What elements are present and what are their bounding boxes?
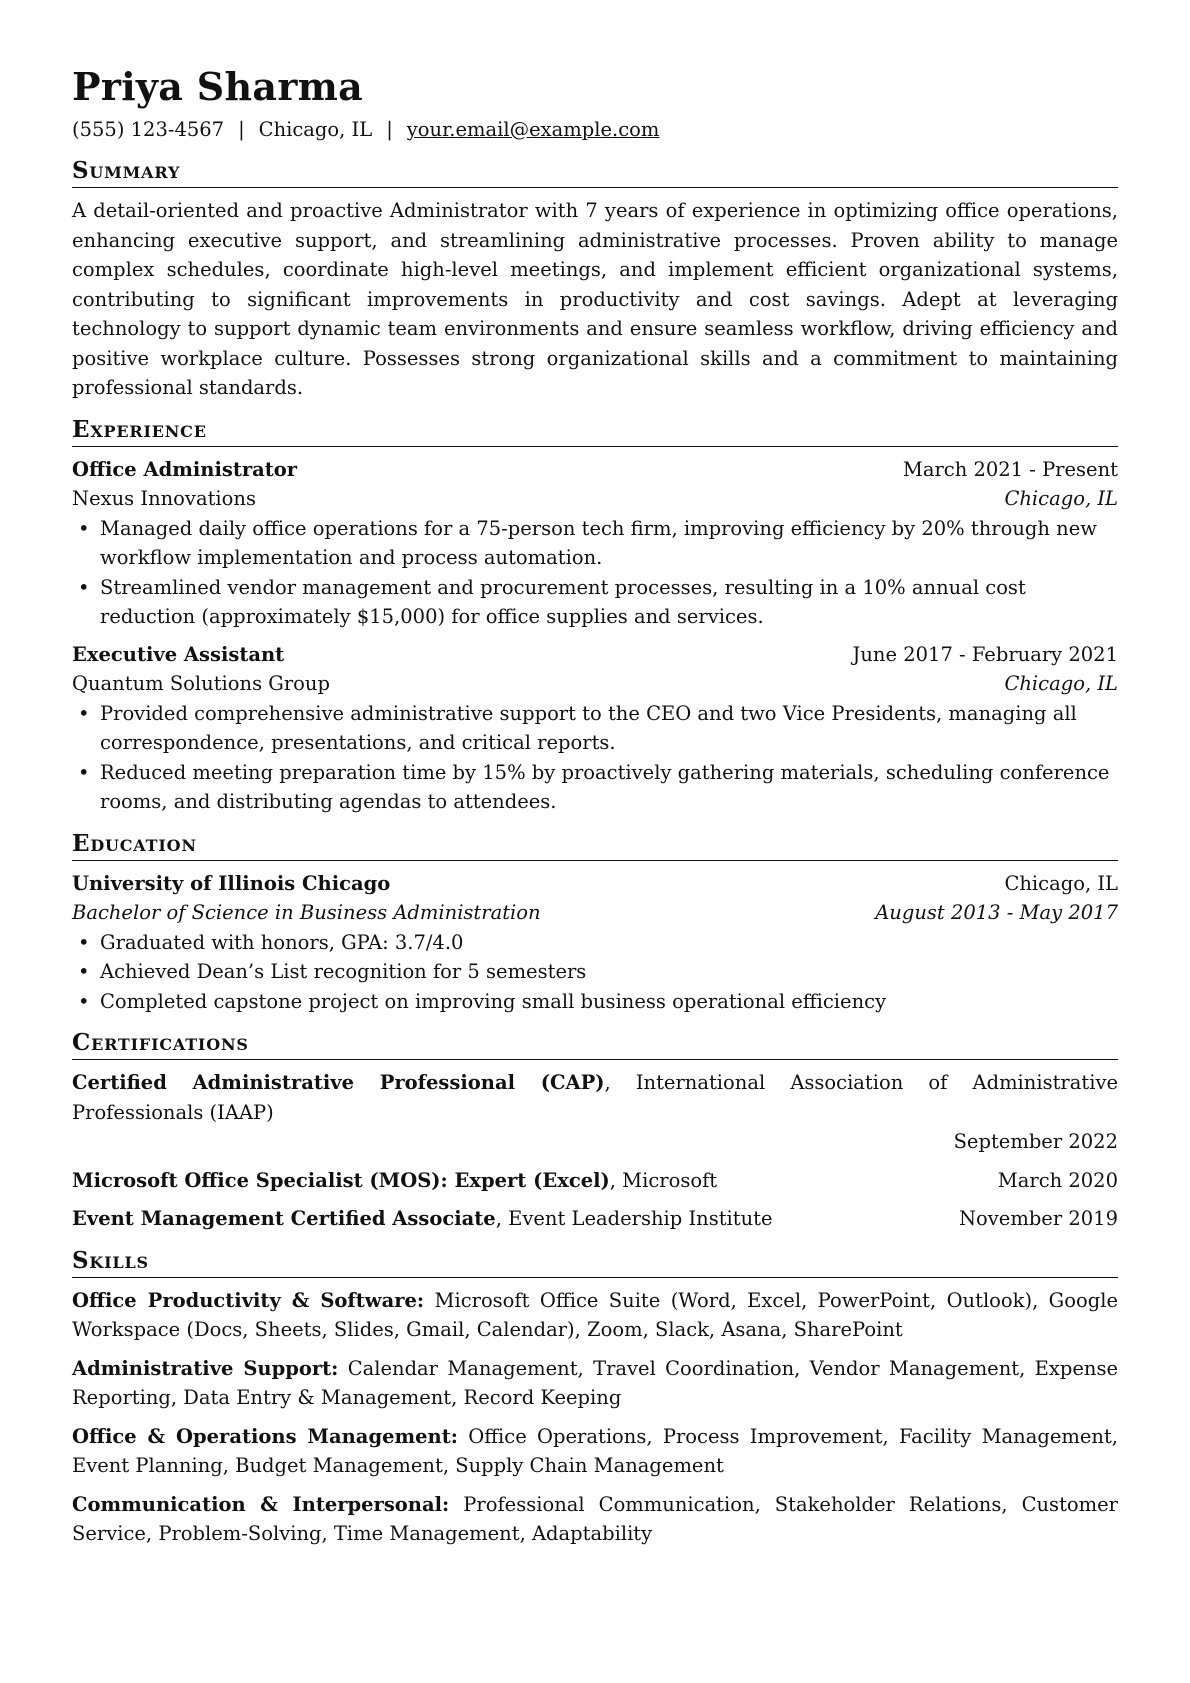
job-dates: March 2021 - Present	[902, 457, 1118, 481]
skill-text: Professional Communication, Stakeholder Relations, Customer Service, Problem-Solving, Time Management, Adaptability	[72, 1492, 1118, 1545]
location: Chicago, IL	[258, 118, 373, 141]
job-bullets	[72, 699, 1118, 817]
skill-group	[72, 1490, 1118, 1549]
certification-name: Event Management Certified Associate	[72, 1207, 496, 1230]
candidate-name: Priya Sharma	[72, 64, 364, 109]
skill-label: Office Productivity & Software:	[72, 1288, 425, 1312]
contact-line	[72, 116, 1118, 144]
section-title-certifications: Certifications	[72, 1029, 1118, 1060]
job-subheader	[72, 484, 1118, 514]
skill-group	[72, 1286, 1118, 1345]
email-link[interactable]: your.email@example.com	[406, 118, 660, 141]
certification-text	[72, 1166, 717, 1196]
job-subheader	[72, 669, 1118, 699]
education-subheader	[72, 898, 1118, 928]
education-entry	[72, 869, 1118, 1017]
certification-issuer: , Microsoft	[609, 1168, 718, 1192]
job-role: Office Administrator	[72, 457, 298, 481]
school-name: University of Illinois Chicago	[72, 871, 391, 895]
job-entry	[72, 640, 1118, 817]
job-bullets	[72, 514, 1118, 632]
job-dates: June 2017 - February 2021	[852, 642, 1118, 666]
education-bullets	[72, 928, 1118, 1017]
skill-text: Microsoft Office Suite (Word, Excel, PowerPoint, Outlook), Google Workspace (Docs, Sheets, Slides, Gmail, Calendar), Zoom, Slack, Asana, SharePoint	[72, 1288, 1118, 1341]
summary-text: A detail-oriented and proactive Administrator with 7 years of experience in optimizing office operations, enhancing executive support, and streamlining administrative processes. Proven ability to manage complex schedules, coordinate high-level meetings, and implement efficient organizational systems, contributing to significant improvements in productivity and cost savings. Adept at leveraging technology to support dynamic team environments and ensure seamless workflow, driving efficiency and positive workplace culture. Possesses strong organizational skills and a commitment to maintaining professional standards.	[72, 199, 1118, 399]
certification-text	[72, 1068, 1118, 1127]
job-header	[72, 455, 1118, 485]
certification-date: March 2020	[997, 1168, 1118, 1192]
certification-name: Microsoft Office Specialist (MOS): Expert (Excel)	[72, 1168, 610, 1192]
certification-item	[72, 1204, 1118, 1234]
certification-item	[72, 1166, 1118, 1196]
list-item: • Graduated with honors, GPA: 3.7/4.0	[72, 928, 1118, 958]
job-location: Chicago, IL	[1004, 487, 1118, 510]
skill-label: Administrative Support:	[72, 1356, 339, 1380]
list-item: • Provided comprehensive administrative support to the CEO and two Vice Presidents, managing all correspondence, presentations, and critical reports.	[72, 699, 1118, 758]
skill-text: Calendar Management, Travel Coordination, Vendor Management, Expense Reporting, Data Entry & Management, Record Keeping	[72, 1356, 1118, 1409]
job-entry	[72, 455, 1118, 632]
certification-date: September 2022	[953, 1130, 1118, 1153]
skill-group	[72, 1354, 1118, 1413]
certification-item	[72, 1068, 1118, 1157]
job-location: Chicago, IL	[1004, 672, 1118, 695]
list-item: • Achieved Dean’s List recognition for 5 semesters	[72, 957, 1118, 987]
certification-issuer: , International Association of Administrative Professionals (IAAP)	[72, 1071, 1119, 1124]
section-title-experience: Experience	[72, 416, 1118, 447]
school-location: Chicago, IL	[1004, 871, 1118, 895]
list-item: • Reduced meeting preparation time by 15% by proactively gathering materials, scheduling conference rooms, and distributing agendas to attendees.	[72, 758, 1118, 817]
skill-text: Office Operations, Process Improvement, Facility Management, Event Planning, Budget Management, Supply Chain Management	[72, 1424, 1118, 1477]
job-company: Quantum Solutions Group	[72, 672, 330, 695]
contact-separator: |	[238, 118, 245, 141]
job-header	[72, 640, 1118, 670]
education-header	[72, 869, 1118, 899]
job-company: Nexus Innovations	[72, 487, 256, 510]
section-title-education: Education	[72, 830, 1118, 861]
skill-group	[72, 1422, 1118, 1481]
certification-text	[72, 1204, 773, 1234]
list-item: • Completed capstone project on improving small business operational efficiency	[72, 987, 1118, 1017]
certification-date: November 2019	[958, 1207, 1118, 1230]
certification-issuer: , Event Leadership Institute	[495, 1207, 773, 1230]
degree: Bachelor of Science in Business Administration	[72, 901, 541, 924]
skill-label: Office & Operations Management:	[72, 1424, 458, 1448]
phone: (555) 123-4567	[72, 118, 225, 141]
list-item: • Streamlined vendor management and procurement processes, resulting in a 10% annual cost reduction (approximately $15,000) for office supplies and services.	[72, 573, 1118, 632]
job-role: Executive Assistant	[72, 642, 285, 666]
list-item: • Managed daily office operations for a 75-person tech firm, improving efficiency by 20% through new workflow implementation and process automation.	[72, 514, 1118, 573]
section-title-skills: Skills	[72, 1247, 1118, 1278]
skill-label: Communication & Interpersonal:	[72, 1492, 450, 1516]
section-title-summary: Summary	[72, 157, 1118, 188]
certification-name: Certified Administrative Professional (CAP)	[72, 1071, 605, 1094]
education-dates: August 2013 - May 2017	[875, 901, 1118, 924]
contact-separator: |	[386, 118, 393, 141]
